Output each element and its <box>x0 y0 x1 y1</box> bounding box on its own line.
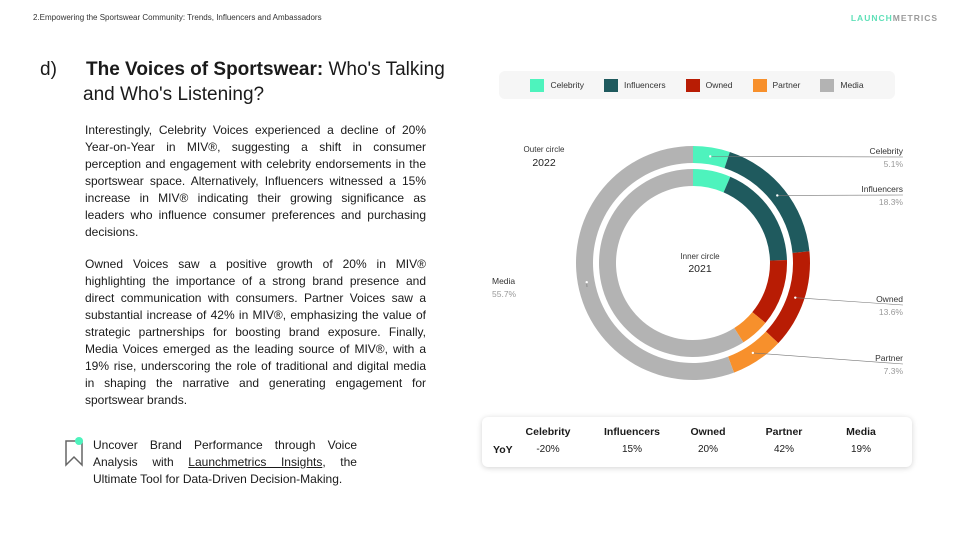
yoy-col-media <box>821 426 901 455</box>
inner-slice-media <box>599 169 743 357</box>
yoy-value: 42% <box>773 444 794 455</box>
inner-circle-label: Inner circle <box>680 252 720 261</box>
callout-dot-partner <box>752 352 754 354</box>
yoy-header: Owned <box>690 426 726 438</box>
legend-swatch <box>820 79 834 92</box>
chart-legend <box>499 71 895 99</box>
callout-label-influencers: Influencers <box>861 184 903 194</box>
inner-slice-celebrity <box>693 169 730 192</box>
yoy-col-partner <box>744 426 824 455</box>
callout-value-partner: 7.3% <box>883 366 903 376</box>
callout-dot-media <box>586 281 588 283</box>
callout-label-partner: Partner <box>875 353 903 363</box>
yoy-col-influencers <box>592 426 672 455</box>
callout-value-owned: 13.6% <box>878 307 903 317</box>
title-rest-2: and Who's Listening? <box>83 84 265 105</box>
yoy-label: YoY <box>493 444 513 456</box>
breadcrumb: 2.Empowering the Sportswear Community: Trends, Influencers and Ambassadors <box>33 13 322 22</box>
callout-dot-owned <box>794 296 796 298</box>
yoy-header: Celebrity <box>525 426 571 438</box>
paragraph-celebrity-influencers: Interestingly, Celebrity Voices experienced a decline of 20% Year-on-Year in MIV®, suggesting a shift in consumer perception and engagement with celebrity endorsements in the sportswear space. Alternatively, Influencers witnessed a 15% increase in MIV® indicating their growing significance as leaders who influence consumer preferences and purchasing decisions. <box>85 123 426 239</box>
yoy-header: Partner <box>765 426 803 438</box>
legend-label: Celebrity <box>550 80 584 90</box>
yoy-col-owned <box>668 426 748 455</box>
donut-chart <box>480 110 920 410</box>
brand-logo <box>851 13 938 23</box>
brand-logo-part-b: METRICS <box>892 13 938 23</box>
outer-circle-label: Outer circle <box>523 145 565 154</box>
section-letter: d) <box>40 59 57 80</box>
title-bold: The Voices of Sportswear: <box>86 59 324 80</box>
callout-label-celebrity: Celebrity <box>869 146 903 156</box>
outer-circle-year: 2022 <box>532 157 556 169</box>
legend-item-influencers <box>604 79 666 92</box>
insights-link[interactable]: Launchmetrics Insights <box>188 455 323 469</box>
callout-value-celebrity: 5.1% <box>883 159 903 169</box>
callout-label-owned: Owned <box>876 294 903 304</box>
bookmark-icon <box>64 437 84 467</box>
legend-label: Influencers <box>623 80 666 90</box>
yoy-value: 15% <box>621 444 642 455</box>
yoy-col-celebrity <box>508 426 588 455</box>
legend-swatch <box>686 79 700 92</box>
legend-swatch <box>530 79 544 92</box>
legend-item-partner <box>753 79 801 92</box>
paragraph-owned-partner-media: Owned Voices saw a positive growth of 20% in MIV® highlighting the importance of a strong brand presence and direct communication with consumers. Partner Voices saw a substantial increase of 42% in MIV®, emphasizing the value of strategic partnerships for boosting brand exposure. Finally, Media Voices emerged as the leading source of MIV®, with a 19% rise, underscoring the role of traditional and digital media in shaping the narrative and generating engagement for sportswear brands. <box>85 257 426 407</box>
cta-text <box>93 437 357 488</box>
legend-item-celebrity <box>530 79 584 92</box>
yoy-table <box>482 417 912 467</box>
legend-label: Media <box>840 80 864 90</box>
yoy-value: 20% <box>697 444 718 455</box>
callout-value-influencers: 18.3% <box>878 197 903 207</box>
brand-logo-part-a: LAUNCH <box>850 13 893 23</box>
yoy-value: -20% <box>536 444 560 455</box>
cta-after: , the Ultimate Tool for Data-Driven Decision-Making. <box>93 455 357 486</box>
title-rest-1: Who's Talking <box>323 59 445 80</box>
page-title <box>40 57 460 107</box>
legend-item-media <box>820 79 863 92</box>
callout-label-media: Media <box>492 276 516 286</box>
cta-before: Uncover Brand Performance through Voice Analysis with <box>93 438 357 469</box>
yoy-header: Media <box>846 426 876 438</box>
legend-label: Partner <box>772 80 801 90</box>
legend-swatch <box>604 79 618 92</box>
legend-item-owned <box>686 79 733 92</box>
callout-dot-celebrity <box>709 155 711 157</box>
yoy-header: Influencers <box>603 426 661 438</box>
callout-dot-influencers <box>776 194 778 196</box>
yoy-value: 19% <box>850 444 871 455</box>
legend-swatch <box>753 79 767 92</box>
outer-slice-celebrity <box>693 146 730 168</box>
legend-label: Owned <box>705 80 733 90</box>
inner-circle-year: 2021 <box>688 263 712 275</box>
callout-value-media: 55.7% <box>492 289 517 299</box>
